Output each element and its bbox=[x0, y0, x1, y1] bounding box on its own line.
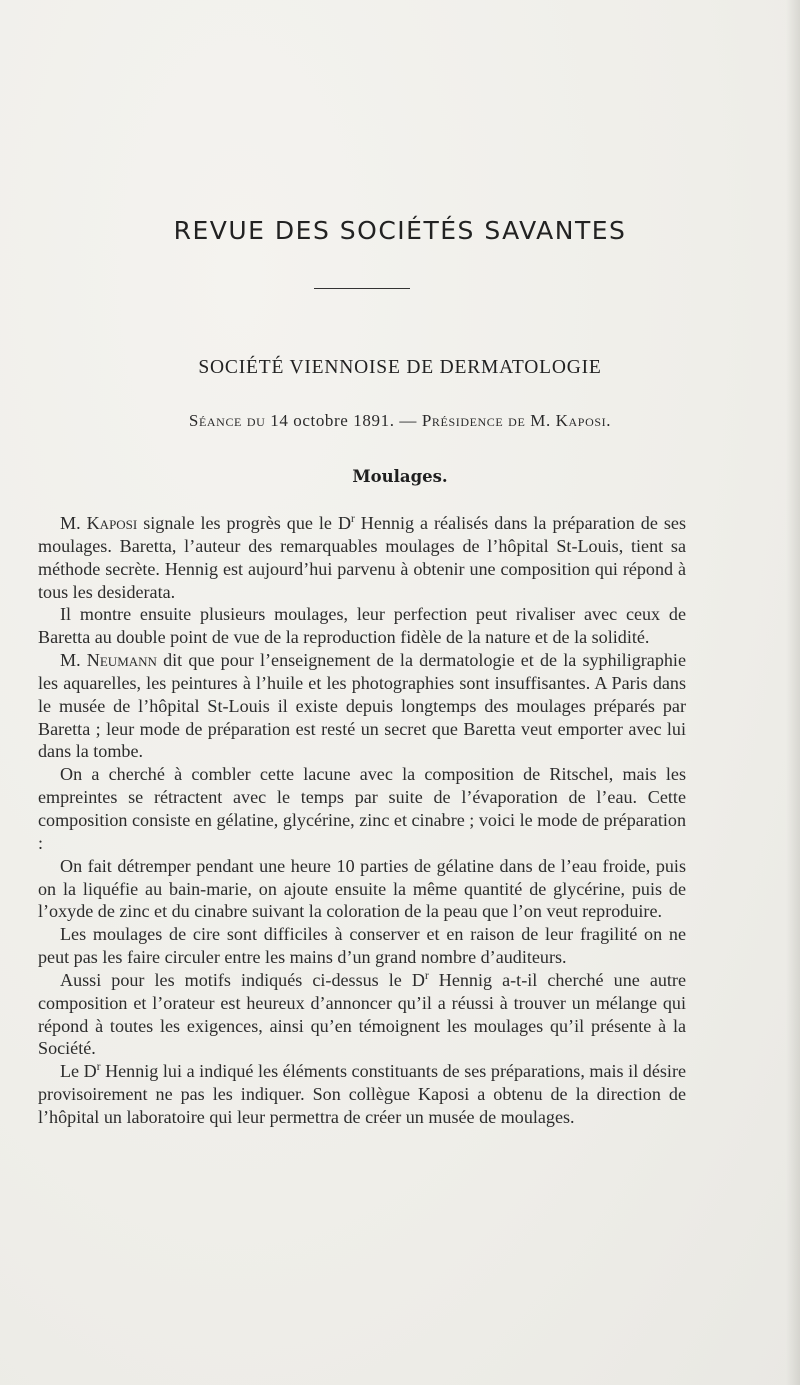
speaker-name: Neumann bbox=[86, 650, 157, 671]
title-rule bbox=[314, 288, 410, 289]
speaker-title: M. bbox=[60, 650, 81, 671]
paragraph-text: dit que pour l’enseignement de la dermatologie et de la syphiligraphie les aquarelles, les peintures à l’huile et les photographies sont insuffisantes. A Paris dans le musée de l’hôpital St-Louis il existe depuis longtemps des moulages préparés par Baretta ; leur mode de préparation est resté un secret que Baretta veut emporter avec lui dans la tombe. bbox=[38, 650, 686, 762]
paragraph-text: Aussi pour les motifs indiqués ci-dessus le D bbox=[60, 969, 425, 990]
paragraph-text: Les moulages de cire sont difficiles à conserver et en raison de leur fragilité on ne peut pas les faire circuler entre les mains d’un grand nombre d’auditeurs. bbox=[38, 924, 686, 968]
paragraph bbox=[38, 763, 686, 854]
section-title: Moulages. bbox=[352, 467, 448, 486]
paragraph bbox=[38, 969, 686, 1060]
paragraph-text: signale les progrès que le D bbox=[143, 513, 352, 533]
paragraph bbox=[38, 603, 686, 649]
speaker-title: M. bbox=[60, 513, 81, 533]
seance-prefix: Séance du bbox=[188, 411, 266, 430]
speaker-name: Kaposi bbox=[86, 513, 138, 533]
paragraph-text: Hennig lui a indiqué les éléments constituants de ses préparations, mais il désire provisoirement ne pas les indiquer. Son collègue Kaposi a obtenu de la direction de l’hôpital un laboratoire qui leur permettra de créer un musée de moulages. bbox=[38, 1061, 686, 1127]
page-edge-shadow bbox=[786, 0, 800, 1385]
seance-dash: — bbox=[399, 411, 418, 430]
paragraph-text: On a cherché à combler cette lacune avec la composition de Ritschel, mais les empreintes se rétractent avec le temps par suite de l’évaporation de l’eau. Cette composition consiste en gélatine, glycérine, zinc et cinabre ; voici le mode de préparation : bbox=[38, 764, 686, 853]
presidence-label: Présidence de M. bbox=[421, 411, 551, 430]
paragraph-text: Il montre ensuite plusieurs moulages, leur perfection peut rivaliser avec ceux de Baretta au double point de vue de la reproduction fidèle de la nature et de la solidité. bbox=[38, 604, 686, 648]
superscript: r bbox=[96, 1061, 101, 1074]
society-title: SOCIÉTÉ VIENNOISE DE DERMATOLOGIE bbox=[198, 357, 602, 378]
paragraph bbox=[38, 923, 686, 969]
superscript: r bbox=[351, 512, 355, 525]
seance-line bbox=[0, 411, 800, 431]
president-name: Kaposi. bbox=[555, 411, 612, 430]
paragraph bbox=[38, 855, 686, 924]
paragraph bbox=[38, 1060, 686, 1129]
article-body bbox=[38, 512, 686, 1129]
running-head: REVUE DES SOCIÉTÉS SAVANTES bbox=[173, 216, 627, 245]
paragraph-text: Hennig a-t-il cherché une autre composition et l’orateur est heureux d’annoncer qu’il a réussi à trouver un mélange qui répond à toutes les exigences, ainsi qu’en témoignent les moulages qu’il présente à la Société. bbox=[38, 969, 686, 1059]
paragraph bbox=[38, 512, 686, 603]
paragraph bbox=[38, 649, 686, 763]
seance-date: 14 octobre 1891. bbox=[270, 411, 395, 430]
paragraph-text: On fait détremper pendant une heure 10 parties de gélatine dans de l’eau froide, puis on la liquéfie au bain-marie, on ajoute ensuite la même quantité de glycérine, puis de l’oxyde de zinc et du cinabre suivant la coloration de la peau que l’on veut reproduire. bbox=[38, 855, 686, 922]
paragraph-text: Hennig a réalisés dans la préparation de ses moulages. Baretta, l’auteur des remarquables moulages de l’hôpital St-Louis, tient sa méthode secrète. Hennig est aujourd’hui parvenu à obtenir une composition qui répond à tous les desiderata. bbox=[38, 513, 686, 602]
superscript: r bbox=[424, 969, 429, 982]
paragraph-text: Le D bbox=[60, 1061, 97, 1082]
